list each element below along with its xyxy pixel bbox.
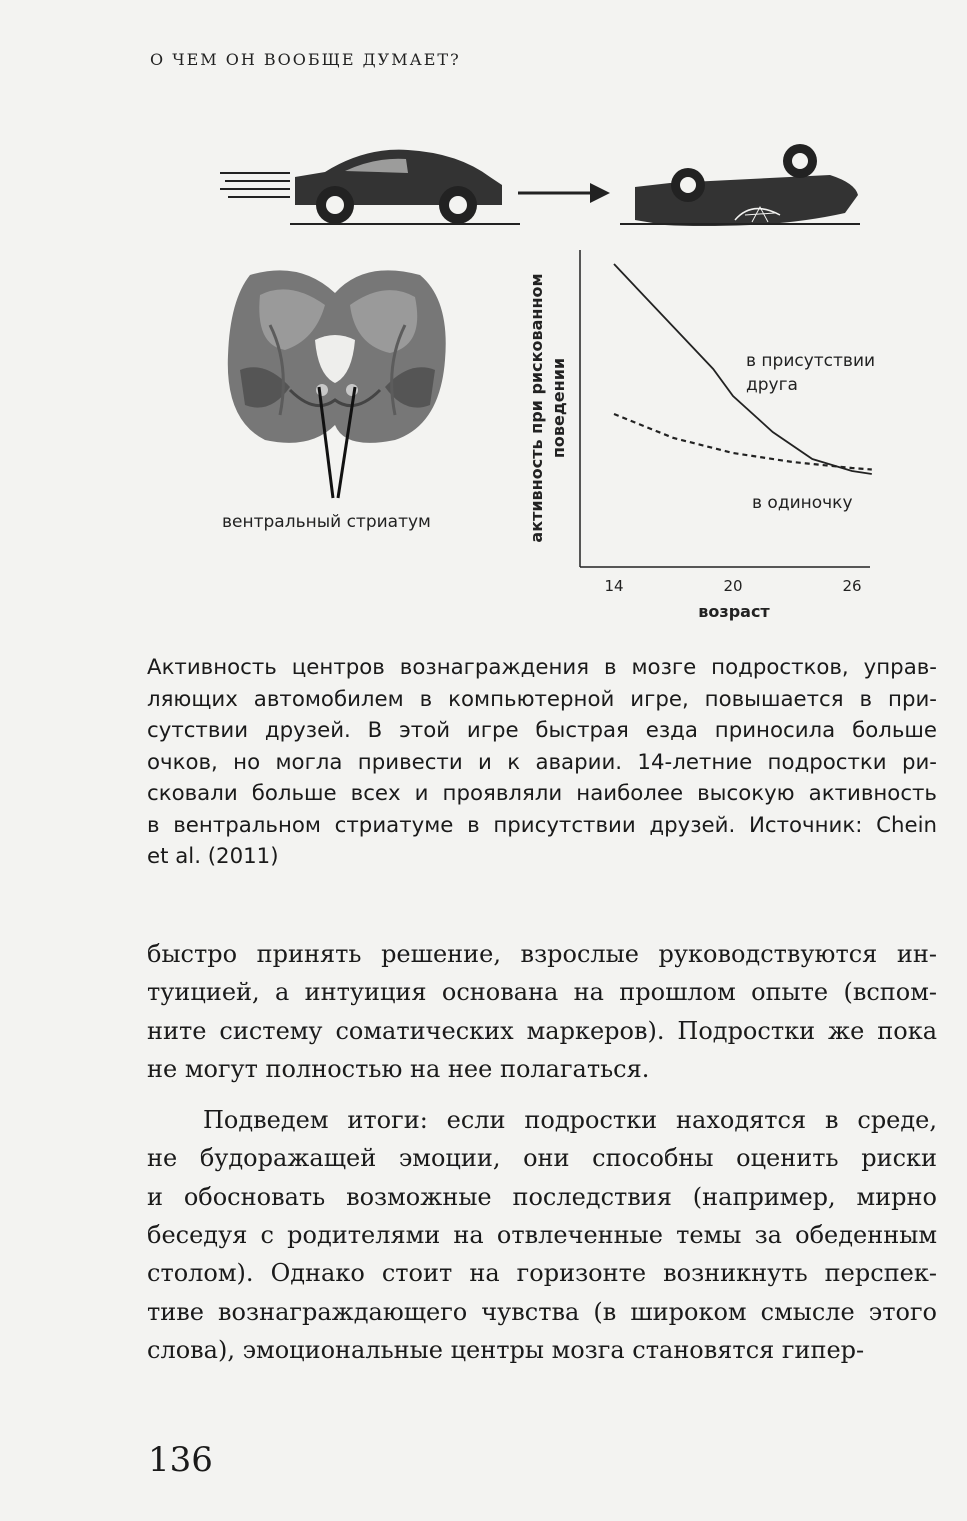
text-line: ните систему соматических маркеров). Подростки же пока: [147, 1016, 937, 1045]
crashed-car-icon: [620, 144, 860, 226]
speeding-car-icon: [220, 150, 520, 224]
y-axis-label-line-1: активность при рискованном: [527, 273, 546, 543]
arrow-right-icon: [518, 183, 610, 203]
text-line: Подведем итоги: если подростки находятся в среде,: [203, 1106, 937, 1135]
paragraph-1: [147, 935, 937, 1088]
x-tick-label: 14: [604, 577, 624, 595]
text-line: и обосновать возможные последствия (например, мирно: [147, 1182, 937, 1211]
text-line: тиве вознаграждающего чувства (в широком смысле этого: [147, 1297, 937, 1326]
text-line: не будоражащей эмоции, они способны оценить риски: [147, 1144, 937, 1173]
caption-line: et al. (2011): [147, 844, 279, 869]
text-line: столом). Однако стоит на горизонте возникнуть перспек-: [147, 1259, 937, 1288]
caption-line: очков, но могла привести и к аварии. 14-летние подростки ри-: [147, 749, 937, 775]
caption-line: в вентральном стриатуме в присутствии друзей. Источник: Chein: [147, 812, 937, 838]
text-line: беседуя с родителями на отвлеченные темы за обеденным: [147, 1221, 937, 1250]
figure-caption: [147, 652, 937, 873]
running-head: О ЧЕМ ОН ВООБЩЕ ДУМАЕТ?: [150, 50, 461, 69]
caption-line: сутствии друзей. В этой игре быстрая езда приносила больше: [147, 718, 937, 743]
text-line: не могут полностью на нее полагаться.: [147, 1054, 650, 1083]
legend-label-friend-line-1: в присутствии: [746, 351, 876, 371]
x-tick-label: 20: [723, 577, 743, 595]
caption-line: ляющих автомобилем в компьютерной игре, повышается в при-: [147, 686, 937, 712]
legend-label-friend-line-2: друга: [746, 375, 798, 395]
page-number: 136: [148, 1440, 213, 1480]
text-line: туицией, а интуиция основана на прошлом опыте (вспом-: [147, 978, 937, 1007]
y-axis-label-line-2: поведении: [549, 357, 568, 459]
series-line-alone: [614, 414, 872, 470]
brain-slice-image: [228, 270, 446, 443]
text-line: слова), эмоциональные центры мозга становятся гипер-: [147, 1335, 865, 1364]
text-line: быстро принять решение, взрослые руководствуются ин-: [147, 940, 937, 968]
paragraph-2: [147, 1101, 937, 1369]
brain-label: вентральный стриатум: [222, 512, 431, 532]
risk-activity-chart: [527, 250, 875, 621]
caption-line: Активность центров вознаграждения в мозге подростков, управ-: [147, 655, 937, 680]
body-text: [147, 935, 937, 1369]
x-axis-label: возраст: [698, 602, 770, 621]
figure: [140, 125, 940, 645]
x-tick-label: 26: [842, 577, 862, 595]
legend-label-alone: в одиночку: [752, 493, 853, 513]
figure-illustration: [140, 125, 940, 645]
caption-line: сковали больше всех и проявляли наиболее высокую активность: [147, 781, 937, 806]
